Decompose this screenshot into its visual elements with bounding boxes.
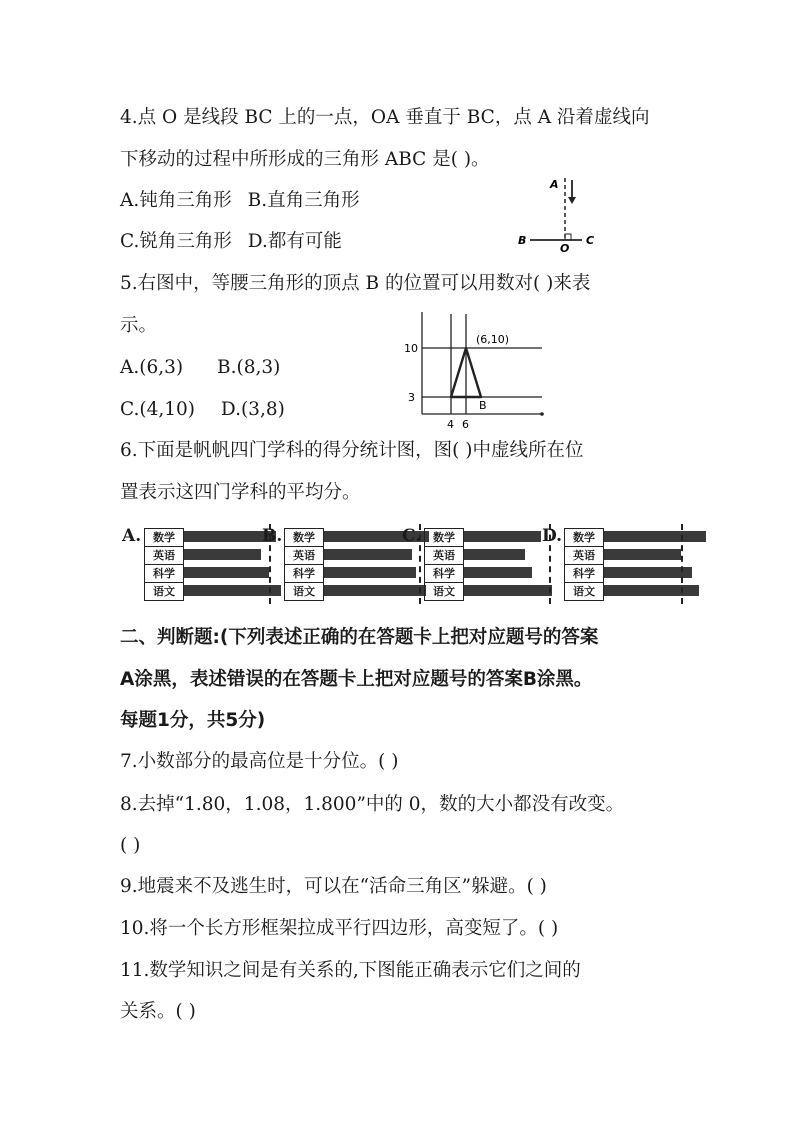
q6-option-letter: B. <box>262 526 283 546</box>
q6-subject-label: 英语 <box>425 547 463 565</box>
q7: 7.小数部分的最高位是十分位。( ) <box>120 751 399 772</box>
q4-options-cd <box>120 230 342 254</box>
q5-figure <box>400 308 550 434</box>
q4-figure <box>510 170 610 254</box>
q6-score-bar <box>324 549 412 560</box>
q5-line2: 示。 <box>120 315 158 336</box>
q11-line2: 关系。( ) <box>120 1001 196 1022</box>
q4-line1: 4.点 O 是线段 BC 上的一点，OA 垂直于 BC，点 A 沿着虚线向 <box>120 107 650 128</box>
q5-options-ab <box>120 356 280 380</box>
q5-option-d: D.(3,8) <box>220 399 285 420</box>
q5-option-a: A.(6,3) <box>120 357 184 378</box>
q6-score-bar <box>464 567 532 578</box>
q6-score-bar <box>604 585 699 596</box>
q6-subject-label: 科学 <box>145 565 183 583</box>
q8-line1: 8.去掉“1.80，1.08，1.800”中的 0，数的大小都没有改变。 <box>120 794 625 815</box>
section2-line1: 二、判断题:(下列表述正确的在答题卡上把对应题号的答案 <box>120 627 599 648</box>
q4-arrow-head <box>568 197 576 204</box>
q9: 9.地震来不及逃生时，可以在“活命三角区”躲避。( ) <box>120 876 547 897</box>
q6-subject-label: 数学 <box>565 529 603 547</box>
q6-subject-table <box>284 528 324 601</box>
q6-line1: 6.下面是帆帆四门学科的得分统计图，图( )中虚线所在位 <box>120 440 584 461</box>
q4-fig-label-a: A <box>550 178 559 191</box>
q6-score-bar <box>184 567 269 578</box>
q4-option-a: A.钝角三角形 <box>120 190 232 211</box>
q4-fig-label-b: B <box>518 234 527 247</box>
q4-line2: 下移动的过程中所形成的三角形 ABC 是( )。 <box>120 149 490 170</box>
section2-line3: 每题1分，共5分) <box>120 710 266 731</box>
q4-option-c: C.锐角三角形 <box>120 231 232 252</box>
q6-score-bar <box>464 549 525 560</box>
q6-subject-table <box>144 528 184 601</box>
q6-subject-label: 数学 <box>425 529 463 547</box>
q6-option-d <box>542 522 720 608</box>
q6-subject-label: 数学 <box>145 529 183 547</box>
q6-subject-label: 科学 <box>565 565 603 583</box>
q5-label-b: B <box>479 399 487 412</box>
q4-options-ab <box>120 189 360 213</box>
q5-label-point: (6,10) <box>476 333 510 346</box>
q6-subject-label: 英语 <box>145 547 183 565</box>
q11-line1: 11.数学知识之间是有关系的,下图能正确表示它们之间的 <box>120 960 581 981</box>
q6-option-letter: A. <box>122 526 142 546</box>
q6-line2: 置表示这四门学科的平均分。 <box>120 482 361 503</box>
q6-subject-label: 数学 <box>285 529 323 547</box>
q6-option-letter: D. <box>542 526 563 546</box>
section2-line2: A涂黑，表述错误的在答题卡上把对应题号的答案B涂黑。 <box>120 669 593 690</box>
q6-subject-label: 语文 <box>433 585 455 598</box>
q6-score-bar <box>604 549 681 560</box>
q4-option-d: D.都有可能 <box>247 231 342 252</box>
q8-line2: ( ) <box>120 835 141 856</box>
q5-x-axis-end <box>540 412 544 416</box>
q5-option-c: C.(4,10) <box>120 399 196 420</box>
q6-average-dashed-line <box>681 524 683 604</box>
q6-score-bar <box>184 549 261 560</box>
q6-subject-label: 语文 <box>293 585 315 598</box>
q5-label-x4: 4 <box>447 418 454 431</box>
q4-fig-label-o: O <box>560 242 570 254</box>
q6-subject-label: 科学 <box>285 565 323 583</box>
q5-option-b: B.(8,3) <box>217 357 281 378</box>
q6-score-bar <box>464 585 552 596</box>
q5-options-cd <box>120 398 285 422</box>
q4-option-b: B.直角三角形 <box>247 190 360 211</box>
q6-score-bar <box>604 567 692 578</box>
q6-option-letter: C. <box>402 526 422 546</box>
q5-label-y10: 10 <box>404 342 418 355</box>
q5-label-y3: 3 <box>408 391 415 404</box>
q6-subject-label: 语文 <box>573 585 595 598</box>
q4-fig-label-c: C <box>586 234 595 247</box>
q6-subject-label: 语文 <box>153 585 175 598</box>
q6-score-bar <box>604 531 706 542</box>
q6-subject-label: 英语 <box>565 547 603 565</box>
q6-subject-label: 科学 <box>425 565 463 583</box>
q6-score-bar <box>464 531 541 542</box>
q6-subject-table <box>564 528 604 601</box>
q6-subject-table <box>424 528 464 601</box>
q10: 10.将一个长方形框架拉成平行四边形，高变短了。( ) <box>120 918 559 939</box>
q6-subject-label: 英语 <box>285 547 323 565</box>
q5-line1: 5.右图中，等腰三角形的顶点 B 的位置可以用数对( )来表 <box>120 273 591 294</box>
q5-label-x6: 6 <box>462 418 469 431</box>
